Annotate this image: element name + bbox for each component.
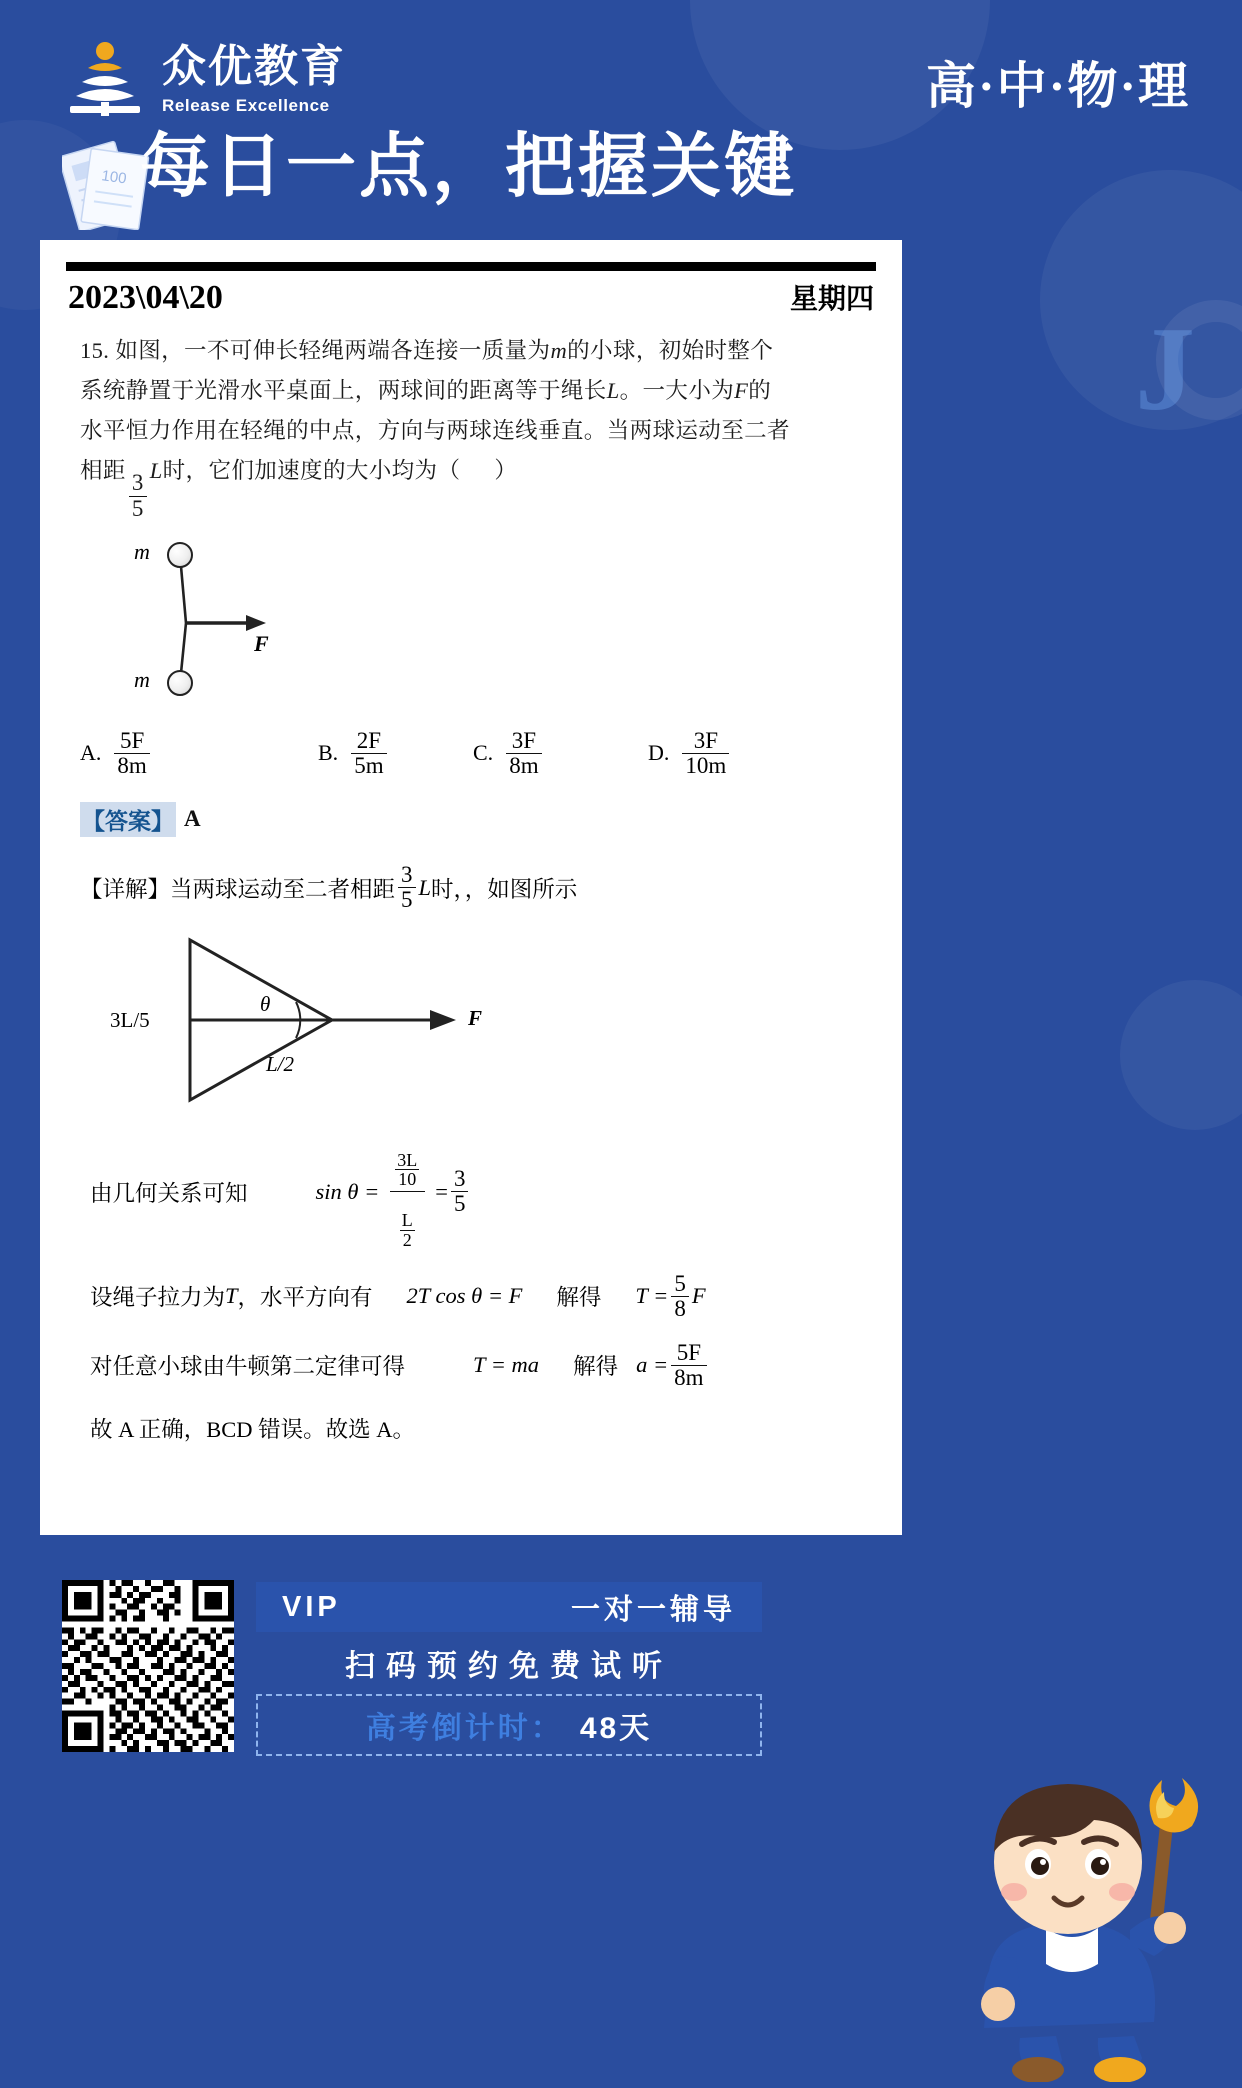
answer-row [80,802,876,837]
option-a-numerator: 5F [119,727,145,753]
option-b[interactable] [318,729,473,778]
option-a-denominator: 8m [114,753,149,778]
detail-fraction-numerator: 3 [401,861,413,887]
newton-solve-label: 解得 [573,1354,619,1380]
question-text-4a: 相距 [80,458,126,483]
vip-service-label: 一对一辅导 [570,1593,736,1626]
brand-logo [62,40,346,120]
geometry-top-numerator: 3L [397,1149,418,1170]
decorative-letter: J [1135,302,1195,435]
geometry-row [90,1132,876,1251]
detail-fraction-denominator: 5 [398,887,416,912]
option-c-numerator: 3F [511,727,537,753]
detail-text-b: 时，，如图所示 [431,876,578,902]
var-L: L [418,874,432,900]
countdown-label: 高考倒计时： [365,1712,564,1745]
countdown-box [256,1694,762,1756]
geometry-bottom-numerator: L [401,1209,413,1230]
fraction-numerator: 3 [131,470,144,496]
tension-lead-b: ，水平方向有 [237,1285,373,1311]
vip-bar[interactable] [256,1582,762,1632]
question-number: 15. [80,338,110,363]
label-3L-over-5: 3L/5 [110,1008,150,1033]
tension-equation: 2T cos θ = F [406,1283,523,1309]
tension-result-tail: F [691,1283,706,1309]
fraction-three-fifths [129,471,147,520]
question-line-1 [80,331,868,371]
newton-row [90,1341,876,1390]
ball-bottom [167,670,193,696]
date-row [66,277,876,317]
option-c-denominator: 8m [506,753,541,778]
geometry-nested-fraction [385,1132,429,1251]
detail-text-a: 当两球运动至二者相距 [170,876,396,902]
newton-result-fraction [671,1341,706,1390]
newton-result-denominator: 8m [671,1365,706,1390]
tension-result-denominator: 8 [671,1296,689,1321]
background-blob [1120,980,1242,1130]
option-d[interactable] [648,729,732,778]
label-force-F: F [468,1006,483,1031]
option-d-tag: D. [648,740,670,766]
newton-equation: T = ma [473,1352,540,1378]
question-text-1a: 如图，一不可伸长轻绳两端各连接一质量为 [115,338,551,363]
geometry-equals: = [435,1178,448,1204]
label-force-F: F [254,630,269,656]
newton-result-numerator: 5F [676,1339,701,1365]
subject-title: 高·中·物·理 [925,58,1190,114]
tension-solve-label: 解得 [556,1285,602,1311]
var-m: m [550,338,568,363]
question-line-3: 水平恒力作用在轻绳的中点，方向与两球连线垂直。当两球运动至二者 [80,418,790,443]
tension-row [90,1272,876,1321]
weekday-label: 星期四 [789,284,874,315]
conclusion-text: 故 A 正确，BCD 错误。故选 A。 [90,1417,416,1443]
figure-two-balls [126,531,386,711]
geometry-top-denominator: 10 [395,1169,419,1189]
svg-text:100: 100 [100,167,128,188]
question-body [66,331,876,521]
geometry-bottom-fraction [390,1191,425,1251]
option-d-denominator: 10m [682,753,729,778]
vip-label: VIP [282,1590,341,1623]
geometry-result-denominator: 5 [451,1191,469,1216]
date-label: 2023\04\20 [68,279,223,316]
geometry-bottom-denominator: 2 [400,1230,415,1250]
var-F: F [734,378,749,403]
geometry-lead: 由几何关系可知 [90,1180,248,1206]
tension-lead: 设绳子拉力为 [90,1285,226,1311]
newton-lead: 对任意小球由牛顿第二定律可得 [90,1354,406,1380]
option-b-numerator: 2F [356,727,382,753]
scan-instruction: 扫码预约免费试听 [345,1650,673,1683]
question-text-2a: 系统静置于光滑水平桌面上，两球间的距离等于绳长 [80,378,607,403]
label-mass-bottom: m [134,666,150,692]
detail-fraction [398,863,416,912]
answer-value: A [184,806,201,832]
question-line-2 [80,371,868,411]
geometry-lhs: sin θ = [315,1178,380,1204]
option-a-fraction [114,729,149,778]
page-header [0,0,1242,240]
mascot-illustration [902,1752,1232,2082]
ball-top [167,542,193,568]
var-L: L [149,458,163,483]
option-d-numerator: 3F [693,727,718,753]
option-c-fraction [506,729,541,778]
worksheet-card [40,240,902,1535]
qr-code[interactable] [62,1580,234,1752]
var-T: T [225,1283,238,1309]
newton-result-lhs: a = [636,1352,669,1378]
question-line-4 [80,451,868,521]
question-text-1b: 的小球，初始时整个 [567,338,774,363]
var-L: L [606,378,620,403]
geometry-result-fraction [451,1167,469,1216]
book-logo-icon [62,40,148,120]
countdown-days: 48天 [579,1712,653,1745]
logo-name-en: Release Excellence [162,95,330,115]
label-mass-top: m [134,538,150,564]
tension-result-lhs: T = [635,1283,669,1309]
question-text-4c: ） [494,458,518,483]
slogan-text: 每日一点，把握关键 [140,127,797,205]
option-a[interactable] [80,729,318,778]
divider [66,262,876,271]
option-d-fraction [682,729,729,778]
promo-section [62,1580,762,1795]
option-c[interactable] [473,729,648,778]
answer-tag: 【答案】 [80,802,176,837]
label-L-over-2: L/2 [266,1052,295,1077]
detail-tag: 【详解】 [80,876,171,902]
question-text-2b: 。一大小为 [619,378,735,403]
question-text-4b: 时，它们加速度的大小均为（ [162,458,461,483]
fraction-denominator: 5 [129,496,147,521]
logo-name-zh: 众优教育 [162,41,346,91]
option-b-fraction [351,729,386,778]
detail-row [80,863,876,912]
option-a-tag: A. [80,740,102,766]
tension-result-numerator: 5 [674,1270,686,1296]
tension-result-fraction [671,1272,689,1321]
option-b-denominator: 5m [351,753,386,778]
geometry-result-numerator: 3 [453,1166,466,1192]
figure-triangle [100,924,660,1114]
option-b-tag: B. [318,740,339,766]
promo-text-block [256,1580,762,1795]
option-c-tag: C. [473,740,494,766]
options-row [80,729,876,778]
question-text-2c: 的 [748,378,772,403]
geometry-top-fraction [385,1132,429,1191]
label-theta: θ [260,992,271,1017]
